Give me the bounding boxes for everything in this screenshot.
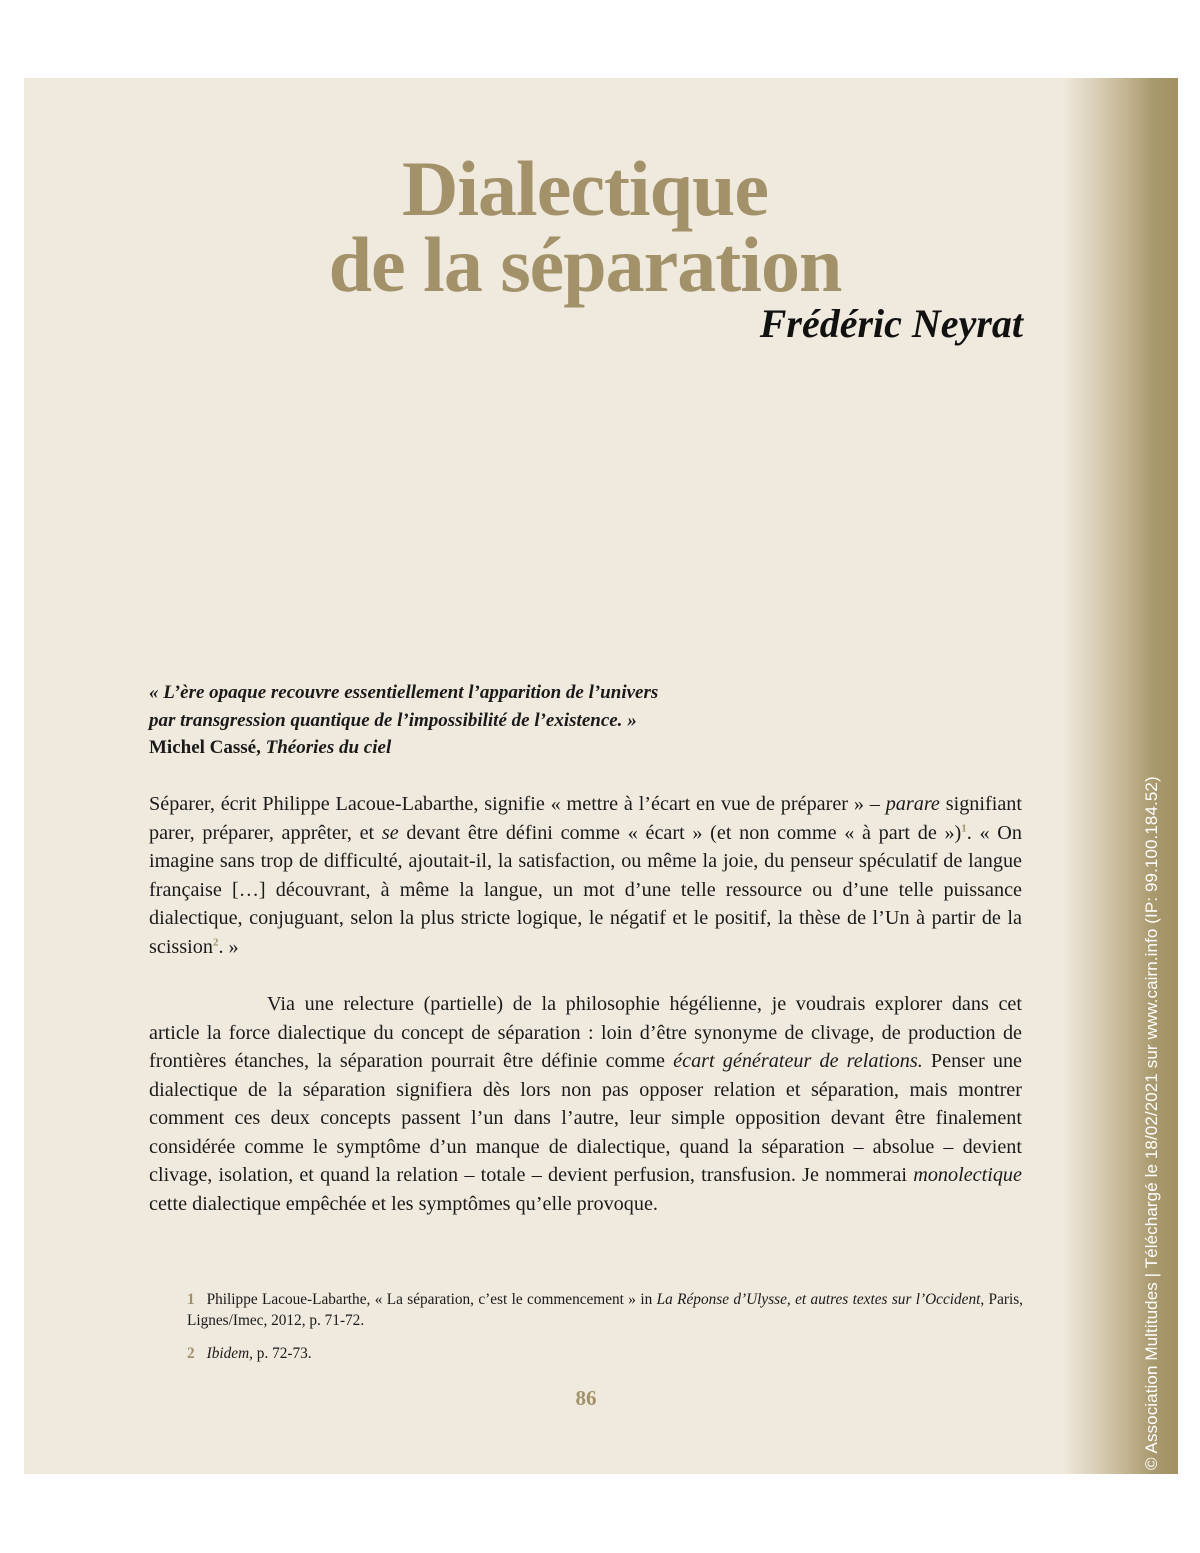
- article-title-line2: de la séparation: [328, 221, 842, 308]
- footnote-2-ibidem: Ibidem: [206, 1345, 250, 1362]
- p2-italic-monolectique: monolectique: [913, 1164, 1022, 1186]
- footnote-1-text-c: , Paris, Lignes/Imec, 2012, p. 71-72.: [187, 1291, 1023, 1329]
- epigraph-source-author: Michel Cassé,: [149, 737, 266, 758]
- body-paragraph-1: [149, 790, 1022, 961]
- p2-italic-ecart: écart générateur de relations.: [673, 1050, 923, 1072]
- epigraph-line2: par transgression quantique de l’impossibilité de l’existence.: [149, 709, 623, 731]
- article-title-line1: Dialectique: [402, 145, 768, 232]
- footnotes: [187, 1289, 1023, 1376]
- p1-text-1: Séparer, écrit Philippe Lacoue-Labarthe, signifie « mettre à l’écart en vue de préparer » –: [149, 793, 886, 815]
- epigraph: [149, 679, 949, 762]
- footnote-1-book-title: La Réponse d’Ulysse, et autres textes sur l’Occident: [656, 1291, 981, 1308]
- p1-text-3: devant être défini comme « écart » (et non comme « à part de »): [398, 821, 962, 844]
- epigraph-close-quote: »: [622, 709, 637, 731]
- p1-text-2: signifiant parer, préparer, apprêter, et: [149, 793, 1022, 844]
- epigraph-line1: L’ère opaque recouvre essentiellement l’apparition de l’univers: [163, 682, 659, 703]
- footnote-1-number: 1: [187, 1291, 195, 1308]
- article-author: Frédéric Neyrat: [759, 301, 1023, 346]
- epigraph-source-title: Théories du ciel: [265, 737, 392, 758]
- footnote-2: [187, 1343, 1023, 1364]
- p1-text-5: . »: [218, 935, 239, 958]
- body-paragraph-2: [149, 990, 1022, 1218]
- footnote-ref-2[interactable]: 2: [212, 935, 219, 948]
- epigraph-open-quote: «: [149, 682, 164, 703]
- p1-text-4: . « On imagine sans trop de difficulté, ajoutait-il, la satisfaction, ou même la joie, du penseur spéculatif de langue française […] découvrant, à même la langue, un mot d’une telle ressource ou d’une telle puissance dialectique, conjuguant, selon la plus stricte logique, le négatif et le positif, la thèse de l’Un à partir de la scission: [149, 821, 1022, 958]
- footnote-1-text-a: Philippe Lacoue-Labarthe, « La séparation, c’est le commencement » in: [206, 1291, 657, 1308]
- footnote-ref-1[interactable]: 1: [961, 821, 967, 834]
- footnote-2-number: 2: [187, 1345, 195, 1362]
- footnote-2-text: , p. 72-73.: [249, 1345, 312, 1362]
- p1-italic-parare: parare: [885, 793, 940, 815]
- page-number: 86: [575, 1386, 597, 1410]
- p2-text-1: Via une relecture (partielle) de la philosophie hégélienne, je voudrais explorer dans cet article la force dialectique du concept de séparation : loin d’être synonyme de clivage, de production de frontières étanches, la séparation pourrait être définie comme: [149, 993, 1022, 1072]
- footnote-1: [187, 1289, 1023, 1331]
- watermark-text: © Association Multitudes | Téléchargé le 18/02/2021 sur www.cairn.info (IP: 99.100.184.52): [1142, 776, 1161, 1470]
- p2-text-3: cette dialectique empêchée et les symptômes qu’elle provoque.: [149, 1192, 658, 1215]
- p2-text-2: Penser une dialectique de la séparation signifiera dès lors non pas opposer relation et séparation, mais montrer comment ces deux concepts passent l’un dans l’autre, leur simple opposition devant être finalement considérée comme le symptôme d’un manque de dialectique, quand la séparation – absolue – devient clivage, isolation, et quand la relation – totale – devient perfusion, transfusion. Je nommerai: [149, 1050, 1023, 1186]
- p1-italic-se: se: [381, 821, 399, 844]
